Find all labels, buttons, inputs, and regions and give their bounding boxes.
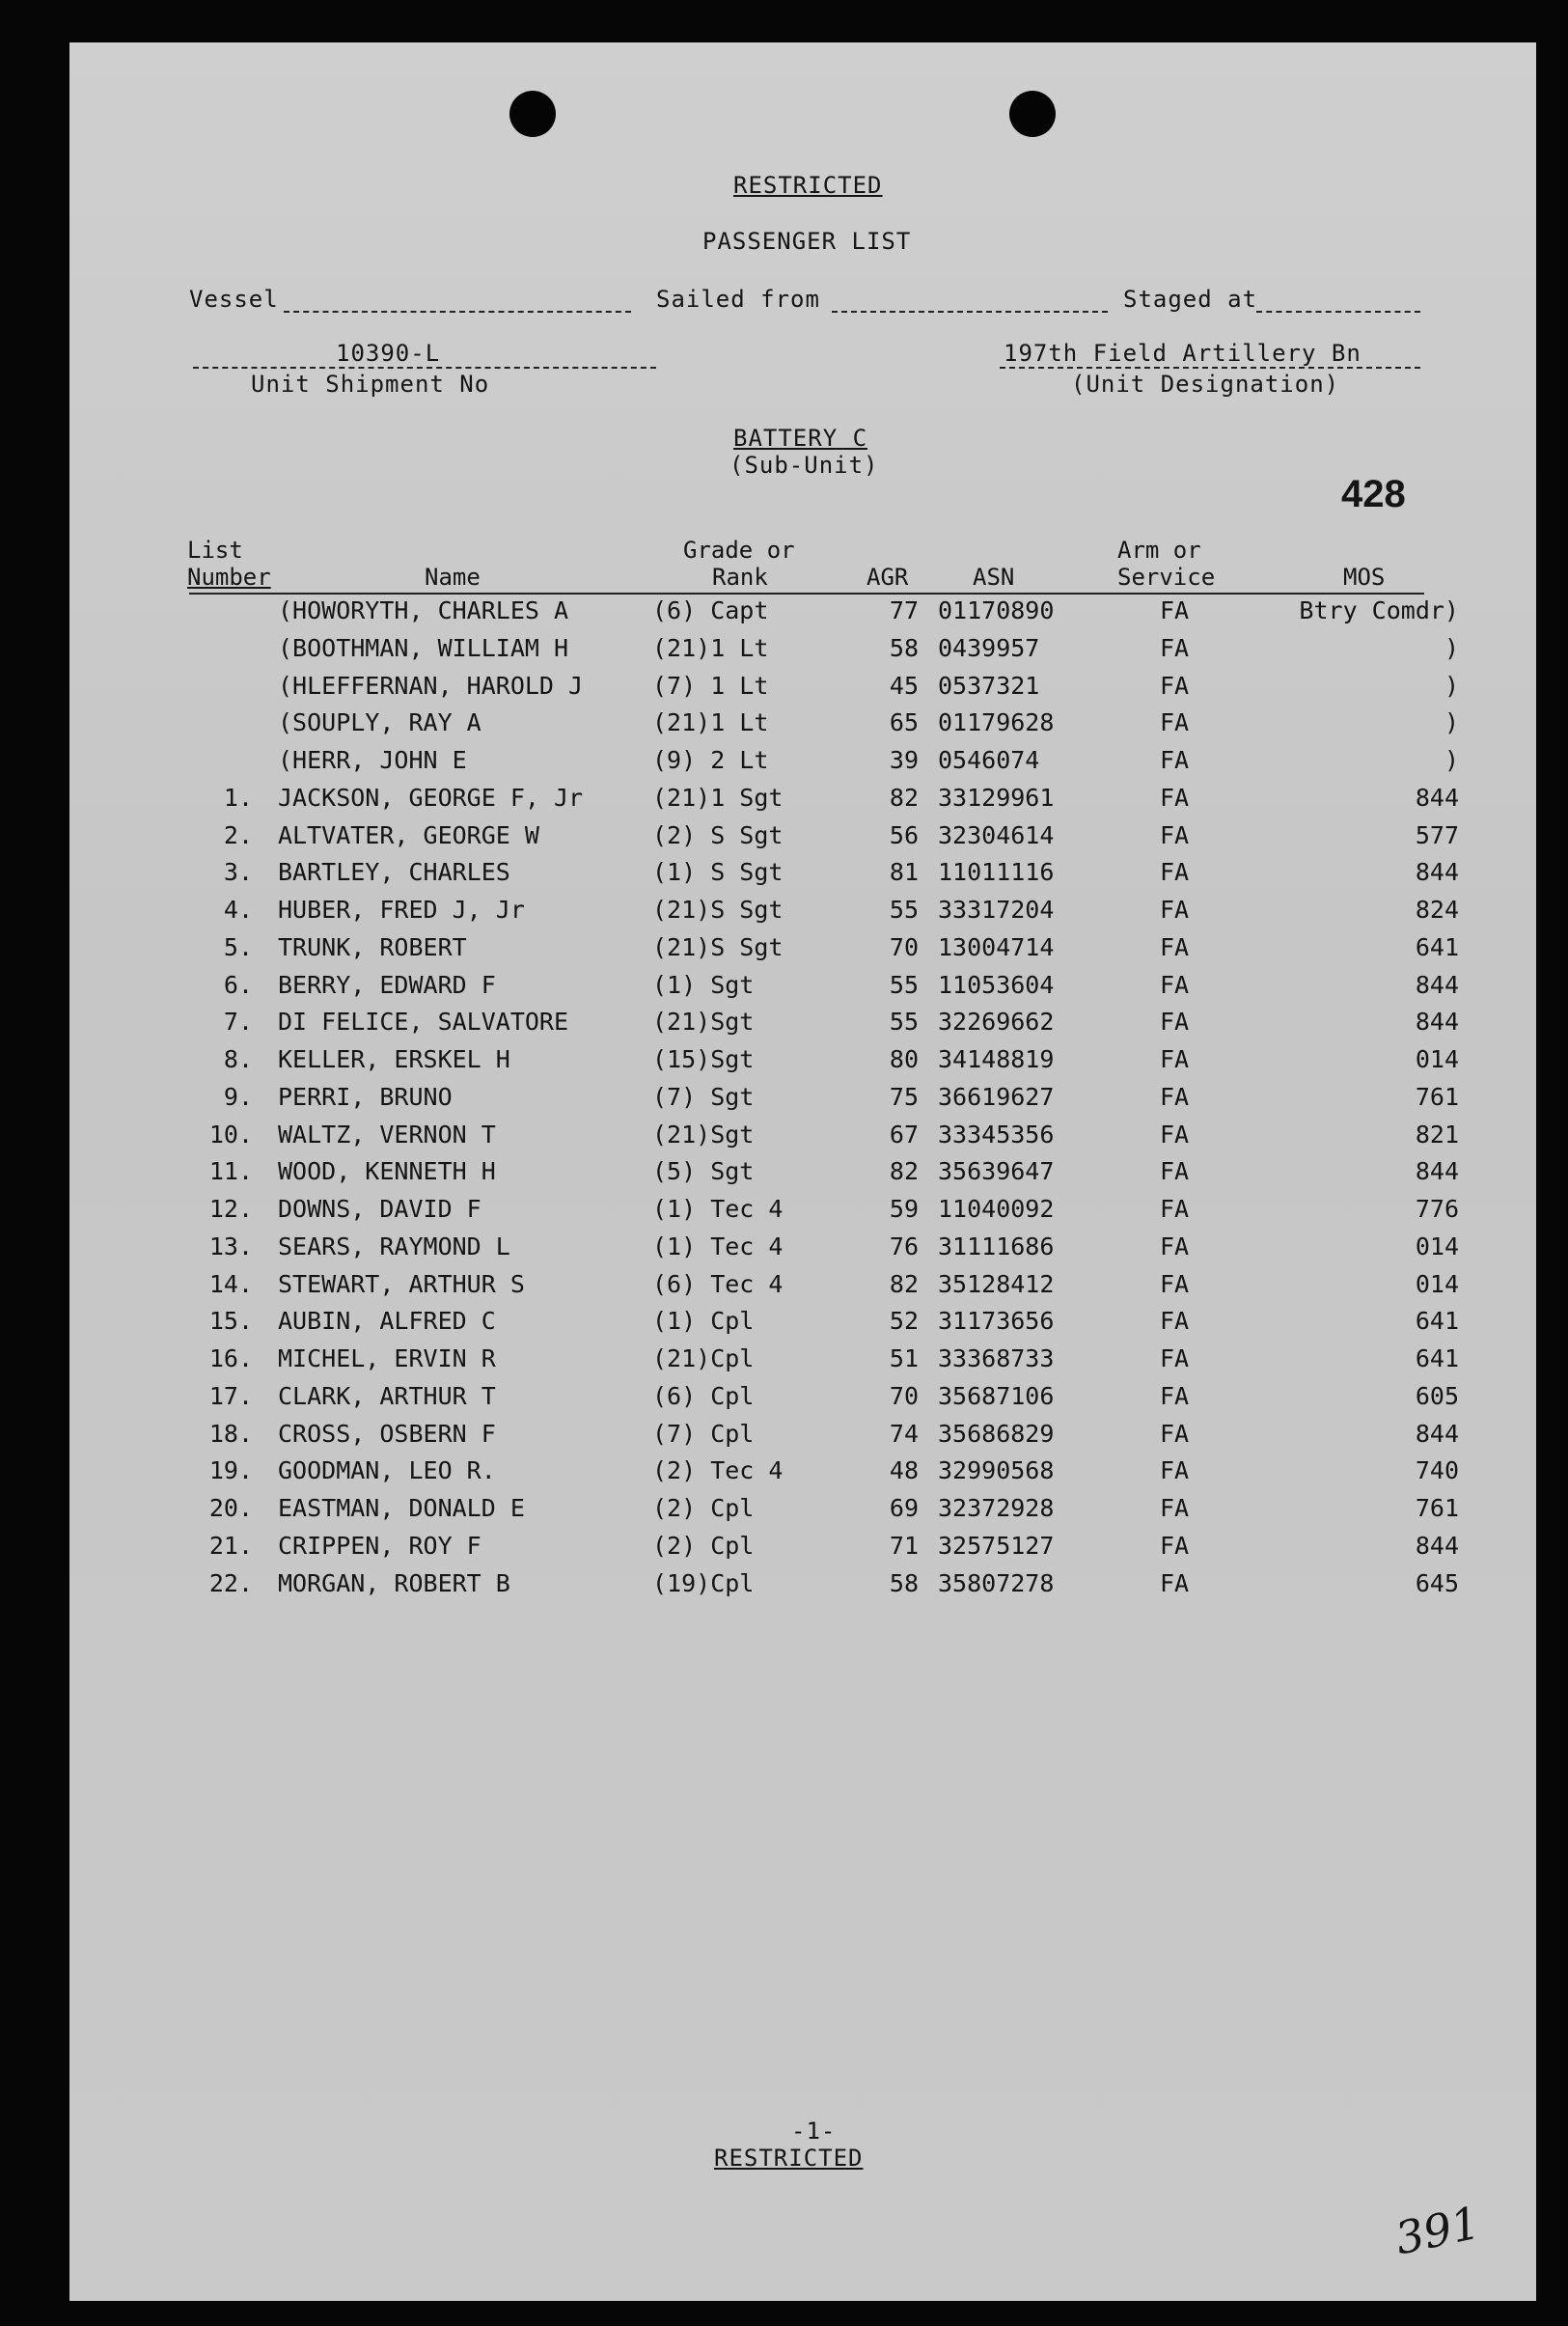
table-row: [69, 858, 1536, 897]
grade-rank: (2) Cpl: [652, 1531, 755, 1560]
staged-at-line: [1256, 311, 1420, 313]
list-number: 22.: [208, 1568, 253, 1597]
list-number: 19.: [208, 1456, 253, 1485]
grade-rank: (9) 2 Lt: [652, 746, 769, 774]
agr-value: 55: [889, 1008, 919, 1037]
mos-value: 641: [1415, 932, 1459, 961]
asn-value: 01179628: [938, 708, 1055, 737]
table-row: [69, 1157, 1536, 1196]
grade-rank: (1) Sgt: [652, 970, 755, 999]
asn-value: 33345356: [938, 1120, 1055, 1149]
passenger-name: (HERR, JOHN E: [278, 746, 467, 774]
asn-value: 32372928: [938, 1494, 1055, 1522]
sailed-from-label: Sailed from: [656, 286, 820, 313]
agr-value: 48: [889, 1456, 919, 1485]
table-row: [69, 971, 1536, 1010]
table-row: [69, 1270, 1536, 1309]
col-arm: Arm or Service: [1117, 537, 1216, 591]
passenger-name: TRUNK, ROBERT: [278, 932, 467, 961]
grade-rank: (21)Cpl: [652, 1344, 755, 1372]
arm-service: FA: [1159, 633, 1190, 662]
table-row: [69, 1382, 1536, 1421]
unit-designation-label: (Unit Designation): [1071, 371, 1340, 398]
passenger-name: MICHEL, ERVIN R: [278, 1344, 496, 1372]
page-indicator: -1-: [791, 2118, 837, 2145]
list-number: 17.: [208, 1381, 253, 1410]
passenger-name: MORGAN, ROBERT B: [278, 1568, 510, 1597]
agr-value: 82: [889, 1269, 919, 1298]
passenger-name: DOWNS, DAVID F: [278, 1195, 481, 1223]
arm-service: FA: [1159, 746, 1190, 774]
grade-rank: (21)1 Lt: [652, 708, 769, 737]
table-row: [69, 708, 1536, 747]
col-grade: Grade or Rank: [683, 537, 795, 591]
arm-service: FA: [1159, 1008, 1190, 1037]
vessel-line: [284, 311, 631, 313]
passenger-name: (HLEFFERNAN, HAROLD J: [278, 671, 584, 700]
classification-top: RESTRICTED: [733, 172, 883, 199]
col-name: Name: [425, 564, 481, 591]
passenger-name: CROSS, OSBERN F: [278, 1419, 496, 1448]
arm-service: FA: [1159, 1232, 1190, 1260]
handwritten-number: 391: [1390, 2196, 1485, 2265]
unit-shipment-no: 10390-L: [336, 340, 441, 367]
asn-value: 33317204: [938, 896, 1055, 924]
asn-value: 11011116: [938, 858, 1055, 887]
grade-rank: (21)1 Lt: [652, 633, 769, 662]
table-row: [69, 784, 1536, 822]
agr-value: 75: [889, 1082, 919, 1111]
asn-value: 13004714: [938, 932, 1055, 961]
table-row: [69, 672, 1536, 710]
grade-rank: (21)Sgt: [652, 1008, 755, 1037]
passenger-name: BARTLEY, CHARLES: [278, 858, 510, 887]
asn-value: 0439957: [938, 633, 1040, 662]
mos-value: 844: [1415, 970, 1459, 999]
list-number: 8.: [223, 1045, 253, 1073]
mos-value: ): [1444, 746, 1459, 774]
staged-at-label: Staged at: [1123, 286, 1258, 313]
classification-bottom: RESTRICTED: [714, 2145, 864, 2172]
agr-value: 51: [889, 1344, 919, 1372]
passenger-name: PERRI, BRUNO: [278, 1082, 453, 1111]
agr-value: 52: [889, 1307, 919, 1336]
arm-service: FA: [1159, 1419, 1190, 1448]
mos-value: 844: [1415, 1531, 1459, 1560]
header-rule: [189, 593, 1424, 595]
passenger-name: CRIPPEN, ROY F: [278, 1531, 481, 1560]
agr-value: 58: [889, 1568, 919, 1597]
passenger-name: AUBIN, ALFRED C: [278, 1307, 496, 1336]
grade-rank: (6) Tec 4: [652, 1269, 784, 1298]
mos-value: 844: [1415, 1419, 1459, 1448]
mos-value: 014: [1415, 1232, 1459, 1260]
grade-rank: (21)1 Sgt: [652, 783, 784, 812]
passenger-name: STEWART, ARTHUR S: [278, 1269, 525, 1298]
list-number: 11.: [208, 1157, 253, 1186]
asn-value: 33368733: [938, 1344, 1055, 1372]
asn-value: 11040092: [938, 1195, 1055, 1223]
list-number: 16.: [208, 1344, 253, 1372]
sailed-from-line: [832, 311, 1108, 313]
mos-value: 844: [1415, 783, 1459, 812]
list-number: 10.: [208, 1120, 253, 1149]
grade-rank: (2) Tec 4: [652, 1456, 784, 1485]
mos-value: ): [1444, 633, 1459, 662]
asn-value: 32304614: [938, 820, 1055, 849]
arm-service: FA: [1159, 1269, 1190, 1298]
agr-value: 59: [889, 1195, 919, 1223]
table-row: [69, 1232, 1536, 1271]
table-row: [69, 1008, 1536, 1046]
passenger-name: WOOD, KENNETH H: [278, 1157, 496, 1186]
arm-service: FA: [1159, 1494, 1190, 1522]
grade-rank: (15)Sgt: [652, 1045, 755, 1073]
mos-value: ): [1444, 708, 1459, 737]
grade-rank: (6) Capt: [652, 596, 769, 624]
grade-rank: (1) Tec 4: [652, 1232, 784, 1260]
asn-value: 33129961: [938, 783, 1055, 812]
vessel-label: Vessel: [189, 286, 279, 313]
table-row: [69, 1344, 1536, 1383]
list-number: 13.: [208, 1232, 253, 1260]
mos-value: 761: [1415, 1082, 1459, 1111]
passenger-name: (HOWORYTH, CHARLES A: [278, 596, 569, 624]
asn-value: 11053604: [938, 970, 1055, 999]
arm-service: FA: [1159, 1045, 1190, 1073]
arm-service: FA: [1159, 932, 1190, 961]
arm-service: FA: [1159, 1082, 1190, 1111]
asn-value: 32575127: [938, 1531, 1055, 1560]
mos-value: 014: [1415, 1269, 1459, 1298]
asn-value: 32269662: [938, 1008, 1055, 1037]
table-row: [69, 746, 1536, 785]
grade-rank: (19)Cpl: [652, 1568, 755, 1597]
asn-value: 35639647: [938, 1157, 1055, 1186]
arm-service: FA: [1159, 1531, 1190, 1560]
passenger-list-page: [69, 42, 1536, 2301]
list-number: 15.: [208, 1307, 253, 1336]
arm-service: FA: [1159, 1344, 1190, 1372]
col-agr: AGR: [867, 564, 909, 591]
agr-value: 81: [889, 858, 919, 887]
mos-value: 605: [1415, 1381, 1459, 1410]
agr-value: 82: [889, 783, 919, 812]
agr-value: 80: [889, 1045, 919, 1073]
agr-value: 55: [889, 970, 919, 999]
list-number: 4.: [223, 896, 253, 924]
agr-value: 45: [889, 671, 919, 700]
sub-unit-label: (Sub-Unit): [729, 452, 879, 479]
arm-service: FA: [1159, 708, 1190, 737]
list-number: 2.: [223, 820, 253, 849]
passenger-name: HUBER, FRED J, Jr: [278, 896, 525, 924]
mos-value: 821: [1415, 1120, 1459, 1149]
list-number: 21.: [208, 1531, 253, 1560]
asn-value: 31173656: [938, 1307, 1055, 1336]
mos-value: 740: [1415, 1456, 1459, 1485]
mos-value: 844: [1415, 1157, 1459, 1186]
asn-value: 36619627: [938, 1082, 1055, 1111]
grade-rank: (7) Cpl: [652, 1419, 755, 1448]
document-title: PASSENGER LIST: [702, 228, 912, 255]
mos-value: 641: [1415, 1344, 1459, 1372]
unit-designation: 197th Field Artillery Bn: [1004, 340, 1362, 367]
grade-rank: (1) Cpl: [652, 1307, 755, 1336]
arm-service: FA: [1159, 1307, 1190, 1336]
passenger-name: SEARS, RAYMOND L: [278, 1232, 510, 1260]
agr-value: 74: [889, 1419, 919, 1448]
grade-rank: (2) S Sgt: [652, 820, 784, 849]
asn-value: 35687106: [938, 1381, 1055, 1410]
grade-rank: (7) Sgt: [652, 1082, 755, 1111]
list-number: 20.: [208, 1494, 253, 1522]
col-mos: MOS: [1343, 564, 1386, 591]
list-number: 7.: [223, 1008, 253, 1037]
arm-service: FA: [1159, 671, 1190, 700]
asn-value: 35686829: [938, 1419, 1055, 1448]
mos-value: 014: [1415, 1045, 1459, 1073]
grade-rank: (21)S Sgt: [652, 896, 784, 924]
list-number: 1.: [223, 783, 253, 812]
asn-value: 0546074: [938, 746, 1040, 774]
table-row: [69, 1494, 1536, 1533]
table-row: [69, 1121, 1536, 1159]
mos-value: Btry Comdr): [1299, 596, 1459, 624]
agr-value: 39: [889, 746, 919, 774]
arm-service: FA: [1159, 1157, 1190, 1186]
agr-value: 77: [889, 596, 919, 624]
grade-rank: (5) Sgt: [652, 1157, 755, 1186]
passenger-name: WALTZ, VERNON T: [278, 1120, 496, 1149]
arm-service: FA: [1159, 970, 1190, 999]
grade-rank: (7) 1 Lt: [652, 671, 769, 700]
agr-value: 69: [889, 1494, 919, 1522]
table-row: [69, 896, 1536, 934]
agr-value: 71: [889, 1531, 919, 1560]
table-row: [69, 1307, 1536, 1345]
table-row: [69, 1083, 1536, 1121]
mos-value: 761: [1415, 1494, 1459, 1522]
mos-value: 824: [1415, 896, 1459, 924]
page-stamp: 428: [1341, 473, 1406, 515]
agr-value: 76: [889, 1232, 919, 1260]
table-row: [69, 1569, 1536, 1608]
asn-value: 32990568: [938, 1456, 1055, 1485]
table-row: [69, 1045, 1536, 1084]
passenger-name: (BOOTHMAN, WILLIAM H: [278, 633, 569, 662]
agr-value: 65: [889, 708, 919, 737]
punch-hole-left: [509, 91, 556, 137]
list-number: 12.: [208, 1195, 253, 1223]
grade-rank: (1) Tec 4: [652, 1195, 784, 1223]
mos-value: 776: [1415, 1195, 1459, 1223]
arm-service: FA: [1159, 1195, 1190, 1223]
grade-rank: (2) Cpl: [652, 1494, 755, 1522]
passenger-name: DI FELICE, SALVATORE: [278, 1008, 569, 1037]
sub-unit: BATTERY C: [733, 425, 868, 452]
list-number: 5.: [223, 932, 253, 961]
mos-value: 641: [1415, 1307, 1459, 1336]
table-row: [69, 933, 1536, 972]
table-row: [69, 596, 1536, 635]
mos-value: 844: [1415, 858, 1459, 887]
grade-rank: (21)Sgt: [652, 1120, 755, 1149]
grade-rank: (6) Cpl: [652, 1381, 755, 1410]
unit-designation-line: [1000, 367, 1420, 369]
grade-rank: (21)S Sgt: [652, 932, 784, 961]
asn-value: 34148819: [938, 1045, 1055, 1073]
asn-value: 0537321: [938, 671, 1040, 700]
passenger-name: EASTMAN, DONALD E: [278, 1494, 525, 1522]
table-row: [69, 821, 1536, 860]
asn-value: 35128412: [938, 1269, 1055, 1298]
arm-service: FA: [1159, 1456, 1190, 1485]
grade-rank: (1) S Sgt: [652, 858, 784, 887]
passenger-name: JACKSON, GEORGE F, Jr: [278, 783, 584, 812]
arm-service: FA: [1159, 1120, 1190, 1149]
passenger-name: CLARK, ARTHUR T: [278, 1381, 496, 1410]
arm-service: FA: [1159, 858, 1190, 887]
arm-service: FA: [1159, 896, 1190, 924]
mos-value: 844: [1415, 1008, 1459, 1037]
agr-value: 70: [889, 932, 919, 961]
arm-service: FA: [1159, 1381, 1190, 1410]
passenger-name: (SOUPLY, RAY A: [278, 708, 481, 737]
mos-value: 645: [1415, 1568, 1459, 1597]
table-row: [69, 1532, 1536, 1570]
agr-value: 58: [889, 633, 919, 662]
table-row: [69, 634, 1536, 673]
table-row: [69, 1456, 1536, 1495]
agr-value: 70: [889, 1381, 919, 1410]
passenger-name: BERRY, EDWARD F: [278, 970, 496, 999]
agr-value: 67: [889, 1120, 919, 1149]
unit-shipment-label: Unit Shipment No: [251, 371, 490, 398]
punch-hole-right: [1009, 91, 1056, 137]
asn-value: 01170890: [938, 596, 1055, 624]
passenger-name: GOODMAN, LEO R.: [278, 1456, 496, 1485]
passenger-name: ALTVATER, GEORGE W: [278, 820, 539, 849]
arm-service: FA: [1159, 1568, 1190, 1597]
list-number: 3.: [223, 858, 253, 887]
arm-service: FA: [1159, 783, 1190, 812]
list-number: 6.: [223, 970, 253, 999]
table-row: [69, 1420, 1536, 1458]
col-asn: ASN: [973, 564, 1015, 591]
list-number: 18.: [208, 1419, 253, 1448]
list-number: 9.: [223, 1082, 253, 1111]
table-row: [69, 1195, 1536, 1233]
asn-value: 35807278: [938, 1568, 1055, 1597]
agr-value: 55: [889, 896, 919, 924]
list-number: 14.: [208, 1269, 253, 1298]
arm-service: FA: [1159, 820, 1190, 849]
asn-value: 31111686: [938, 1232, 1055, 1260]
mos-value: 577: [1415, 820, 1459, 849]
col-list-number: List Number: [187, 537, 271, 591]
arm-service: FA: [1159, 596, 1190, 624]
passenger-name: KELLER, ERSKEL H: [278, 1045, 510, 1073]
agr-value: 82: [889, 1157, 919, 1186]
mos-value: ): [1444, 671, 1459, 700]
agr-value: 56: [889, 820, 919, 849]
unit-shipment-line: [193, 367, 656, 369]
